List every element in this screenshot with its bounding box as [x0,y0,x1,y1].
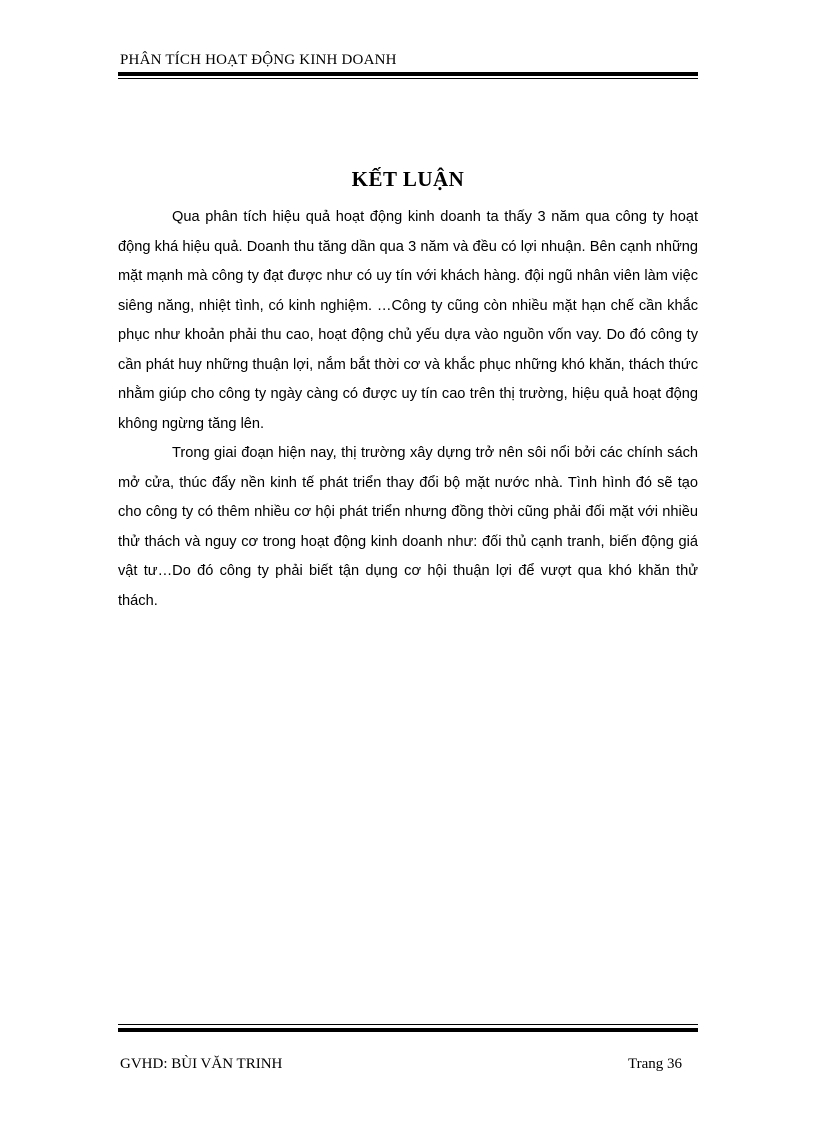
footer-advisor: GVHD: BÙI VĂN TRINH [120,1056,283,1072]
paragraph-2: Trong giai đoạn hiện nay, thị trường xây dựng trở nên sôi nổi bởi các chính sách mở cửa, thúc đẩy nền kinh tế phát triển thay đổi bộ mặt nước nhà. Tình hình đó sẽ tạo cho công ty có thêm nhiều cơ hội phát triển nhưng đồng thời cũng phải đối mặt với nhiều thử thách và nguy cơ trong hoạt động kinh doanh như: đối thủ cạnh tranh, biến động giá vật tư…Do đó công ty phải biết tận dụng cơ hội thuận lợi để vượt qua khó khăn thử thách. [118,445,698,609]
page-number: Trang 36 [627,1056,682,1072]
footer-rule-thick [118,1028,698,1032]
header-title: PHÂN TÍCH HOẠT ĐỘNG KINH DOANH [120,52,397,68]
page-title: KẾT LUẬN [351,167,465,191]
paragraph-1: Qua phân tích hiệu quả hoạt động kinh doanh ta thấy 3 năm qua công ty hoạt động khá hiệu quả. Doanh thu tăng dần qua 3 năm và đều có lợi nhuận. Bên cạnh những mặt mạnh mà công ty đạt được như có uy tín với khách hàng. đội ngũ nhân viên làm việc siêng năng, nhiệt tình, có kinh nghiệm. …Công ty cũng còn nhiều mặt hạn chế cần khắc phục như khoản phải thu cao, hoạt động chủ yếu dựa vào nguồn vốn vay. Do đó công ty cần phát huy những thuận lợi, nắm bắt thời cơ và khắc phục những khó khăn, thách thức nhằm giúp cho công ty ngày càng có được uy tín cao trên thị trường, hiệu quả hoạt động không ngừng tăng lên. [118,209,698,432]
header-rule-thin [118,78,698,79]
header-rule-thick [118,72,698,76]
body-text [118,203,698,616]
footer-rule-thin [118,1024,698,1025]
